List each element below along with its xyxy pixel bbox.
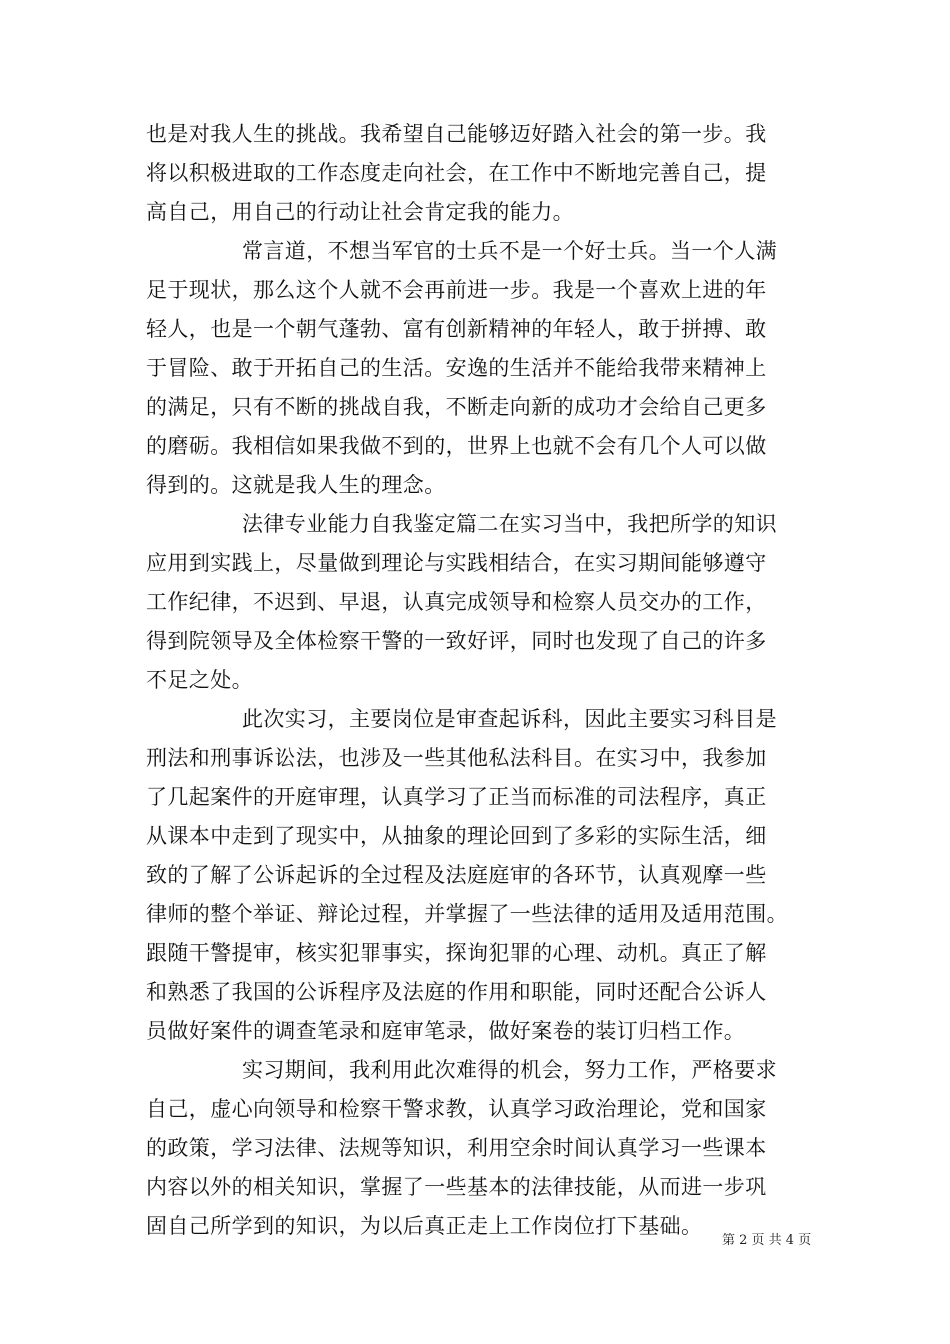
body-text-line: 也是对我人生的挑战。我希望自己能够迈好踏入社会的第一步。我	[146, 122, 767, 146]
paragraph-start-line: 此次实习，主要岗位是审查起诉科，因此主要实习科目是	[242, 707, 777, 731]
body-text-line: 和熟悉了我国的公诉程序及法庭的作用和职能，同时还配合公诉人	[146, 980, 767, 1004]
body-text-line: 跟随干警提审，核实犯罪事实，探询犯罪的心理、动机。真正了解	[146, 941, 767, 965]
body-text-line: 得到的。这就是我人生的理念。	[146, 473, 446, 497]
body-text-line: 高自己，用自己的行动让社会肯定我的能力。	[146, 200, 574, 224]
body-text-line: 不足之处。	[146, 668, 253, 692]
paragraph-start-line: 法律专业能力自我鉴定篇二在实习当中，我把所学的知识	[242, 512, 777, 536]
body-text-line: 律师的整个举证、辩论过程，并掌握了一些法律的适用及适用范围。	[146, 902, 788, 926]
body-text-line: 轻人，也是一个朝气蓬勃、富有创新精神的年轻人，敢于拼搏、敢	[146, 317, 767, 341]
body-text-line: 于冒险、敢于开拓自己的生活。安逸的生活并不能给我带来精神上	[146, 356, 767, 380]
body-text-line: 足于现状，那么这个人就不会再前进一步。我是一个喜欢上进的年	[146, 278, 767, 302]
body-text-line: 内容以外的相关知识，掌握了一些基本的法律技能，从而进一步巩	[146, 1175, 767, 1199]
page-number-footer: 第 2 页 共 4 页	[722, 1233, 812, 1248]
body-text-line: 从课本中走到了现实中，从抽象的理论回到了多彩的实际生活，细	[146, 824, 767, 848]
body-text-line: 固自己所学到的知识，为以后真正走上工作岗位打下基础。	[146, 1214, 703, 1238]
body-text-line: 的磨砺。我相信如果我做不到的，世界上也就不会有几个人可以做	[146, 434, 767, 458]
body-text-line: 自己，虚心向领导和检察干警求教，认真学习政治理论，党和国家	[146, 1097, 767, 1121]
paragraph-start-line: 实习期间，我利用此次难得的机会，努力工作，严格要求	[242, 1058, 777, 1082]
body-text-line: 员做好案件的调查笔录和庭审笔录，做好案卷的装订归档工作。	[146, 1019, 746, 1043]
body-text-line: 应用到实践上，尽量做到理论与实践相结合，在实习期间能够遵守	[146, 551, 767, 575]
body-text-line: 将以积极进取的工作态度走向社会，在工作中不断地完善自己，提	[146, 161, 767, 185]
body-text-line: 工作纪律，不迟到、早退，认真完成领导和检察人员交办的工作，	[146, 590, 767, 614]
body-text-line: 致的了解了公诉起诉的全过程及法庭庭审的各环节，认真观摩一些	[146, 863, 767, 887]
body-text-line: 刑法和刑事诉讼法，也涉及一些其他私法科目。在实习中，我参加	[146, 746, 767, 770]
body-text-line: 的政策，学习法律、法规等知识，利用空余时间认真学习一些课本	[146, 1136, 767, 1160]
body-text-line: 了几起案件的开庭审理，认真学习了正当而标准的司法程序，真正	[146, 785, 767, 809]
paragraph-start-line: 常言道，不想当军官的士兵不是一个好士兵。当一个人满	[242, 239, 777, 263]
body-text-line: 得到院领导及全体检察干警的一致好评，同时也发现了自己的许多	[146, 629, 767, 653]
body-text-line: 的满足，只有不断的挑战自我，不断走向新的成功才会给自己更多	[146, 395, 767, 419]
